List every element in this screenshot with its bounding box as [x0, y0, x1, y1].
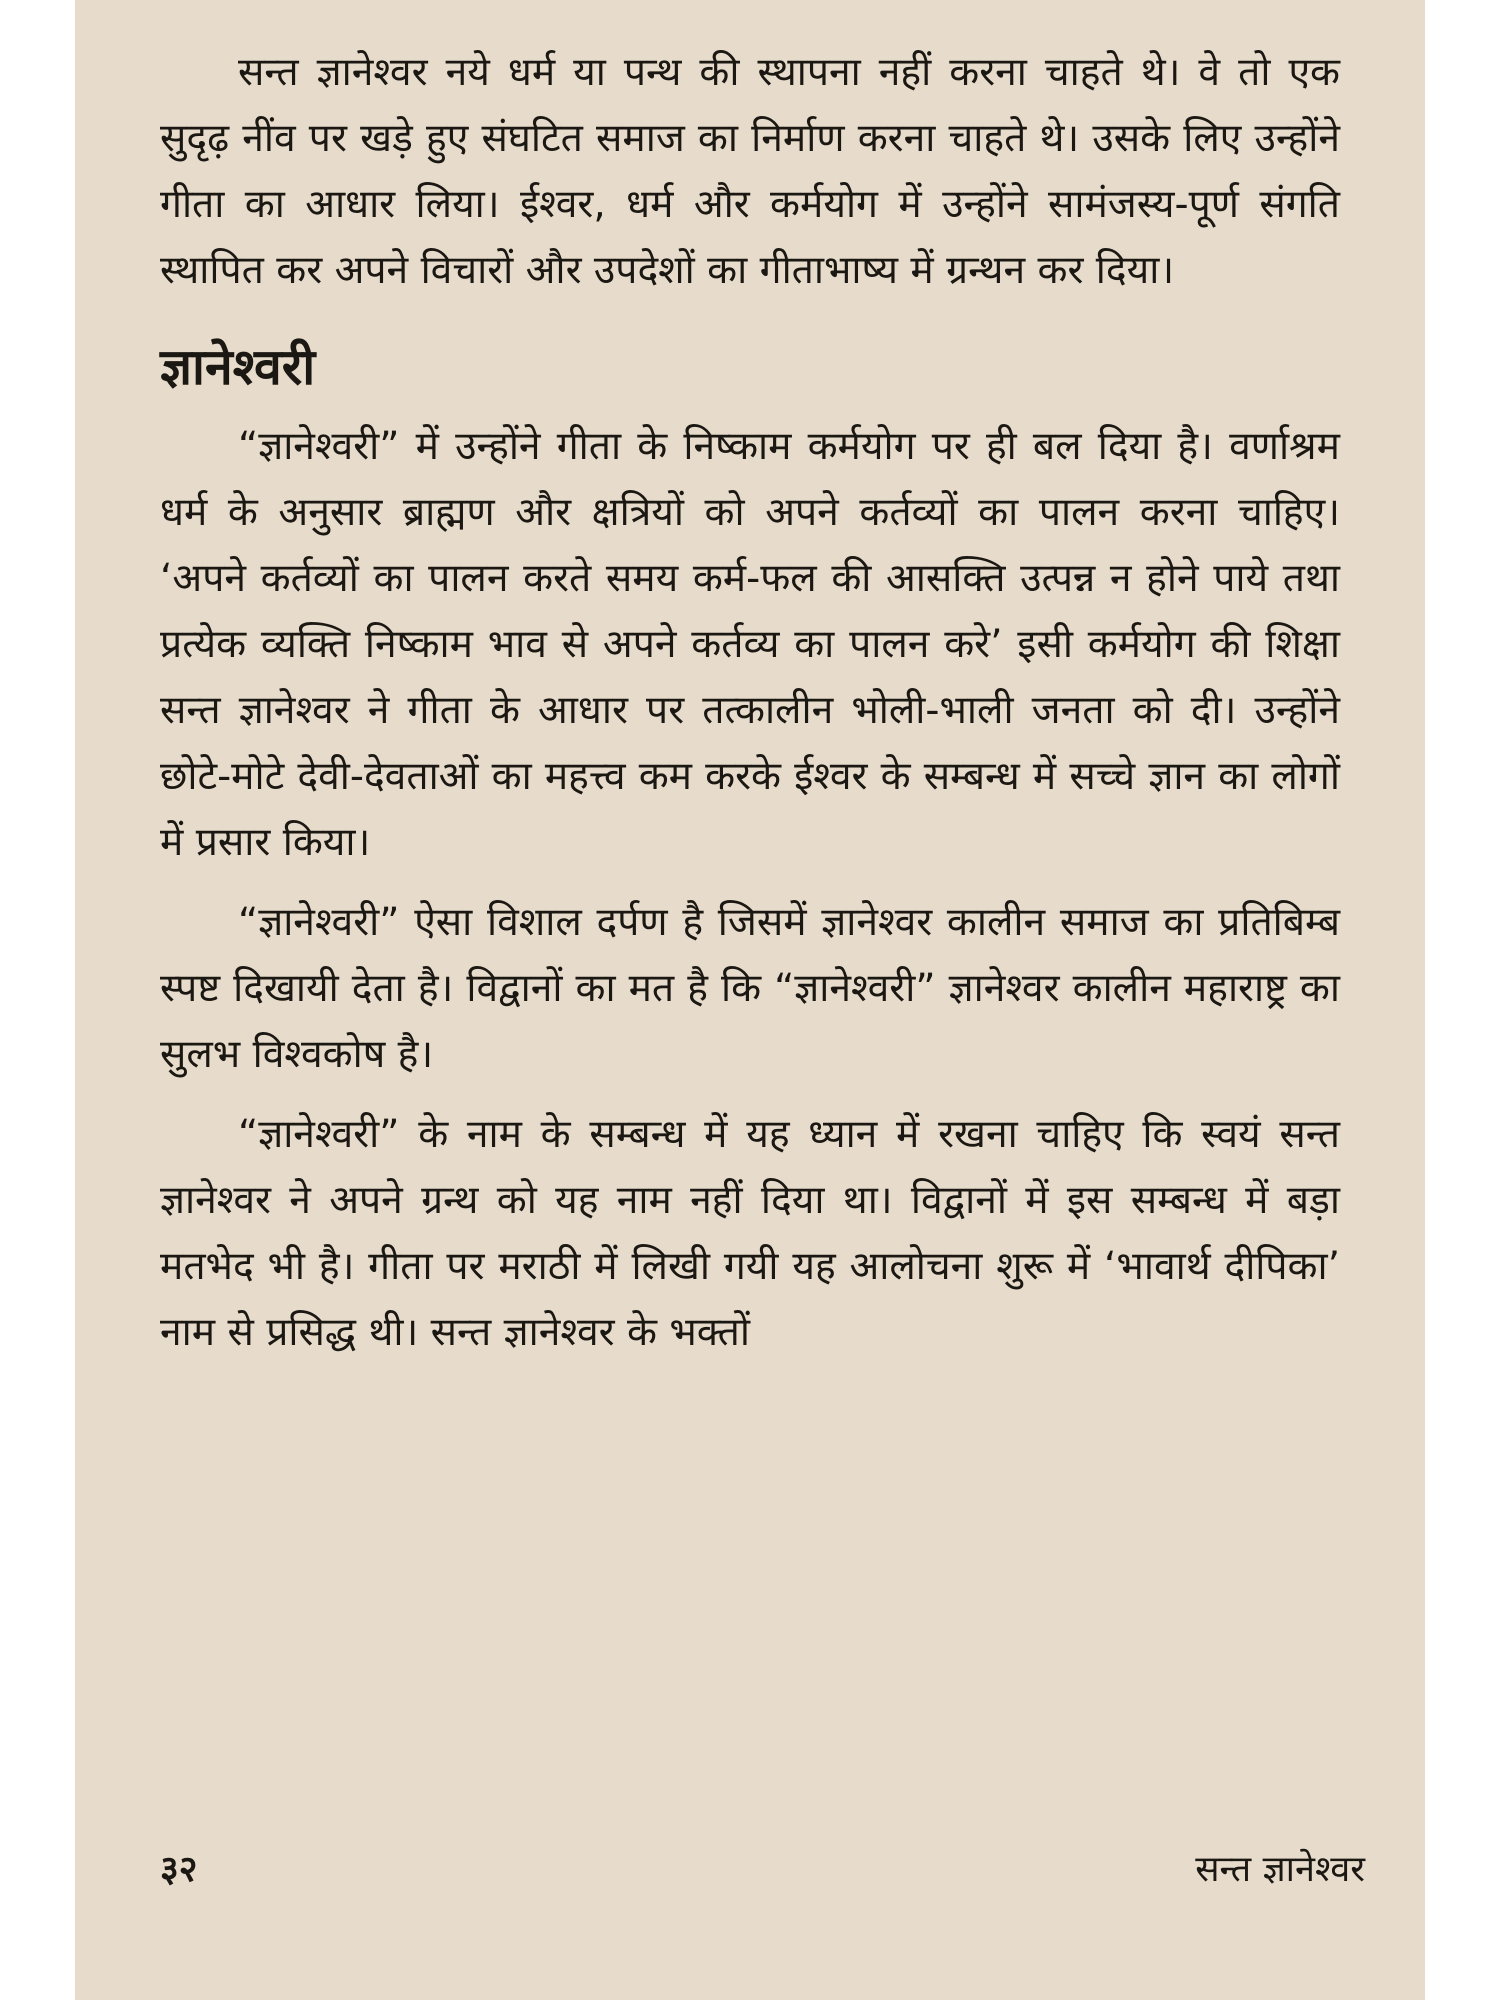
intro-paragraph: सन्त ज्ञानेश्वर नये धर्म या पन्थ की स्थापना नहीं करना चाहते थे। वे तो एक सुदृढ़ नींव पर खड़े हुए संघटित समाज का निर्माण करना चाहते थे। उसके लिए उन्होंने गीता का आधार लिया। ईश्वर, धर्म और कर्मयोग में उन्होंने सामंजस्य-पूर्ण संगति स्थापित कर अपने विचारों और उपदेशों का गीताभाष्य में ग्रन्थन कर दिया।	[160, 50, 1340, 293]
paragraph-3: “ज्ञानेश्वरी” के नाम के सम्बन्ध में यह ध्यान में रखना चाहिए कि स्वयं सन्त ज्ञानेश्वर ने अपने ग्रन्थ को यह नाम नहीं दिया था। विद्वानों में इस सम्बन्ध में बड़ा मतभेद भी है। गीता पर मराठी में लिखी गयी यह आलोचना शुरू में ‘भावार्थ दीपिका’ नाम से प्रसिद्ध थी। सन्त ज्ञानेश्वर के भक्तों	[160, 1112, 1340, 1355]
page-number: ३२	[160, 1849, 198, 1890]
book-page	[75, 0, 1425, 2000]
section-heading: ज्ञानेश्वरी	[160, 338, 316, 396]
paragraph-1: “ज्ञानेश्वरी” में उन्होंने गीता के निष्काम कर्मयोग पर ही बल दिया है। वर्णाश्रम धर्म के अनुसार ब्राह्मण और क्षत्रियों को अपने कर्तव्यों का पालन करना चाहिए। ‘अपने कर्तव्यों का पालन करते समय कर्म-फल की आसक्ति उत्पन्न न होने पाये तथा प्रत्येक व्यक्ति निष्काम भाव से अपने कर्तव्य का पालन करे’ इसी कर्मयोग की शिक्षा सन्त ज्ञानेश्वर ने गीता के आधार पर तत्कालीन भोली-भाली जनता को दी। उन्होंने छोटे-मोटे देवी-देवताओं का महत्त्व कम करके ईश्वर के सम्बन्ध में सच्चे ज्ञान का लोगों में प्रसार किया।	[160, 424, 1340, 865]
paragraph-2: “ज्ञानेश्वरी” ऐसा विशाल दर्पण है जिसमें ज्ञानेश्वर कालीन समाज का प्रतिबिम्ब स्पष्ट दिखायी देता है। विद्वानों का मत है कि “ज्ञानेश्वरी” ज्ञानेश्वर कालीन महाराष्ट्र का सुलभ विश्वकोष है।	[160, 900, 1340, 1077]
running-title: सन्त ज्ञानेश्वर	[1195, 1849, 1365, 1890]
page-text	[160, 40, 1340, 1366]
